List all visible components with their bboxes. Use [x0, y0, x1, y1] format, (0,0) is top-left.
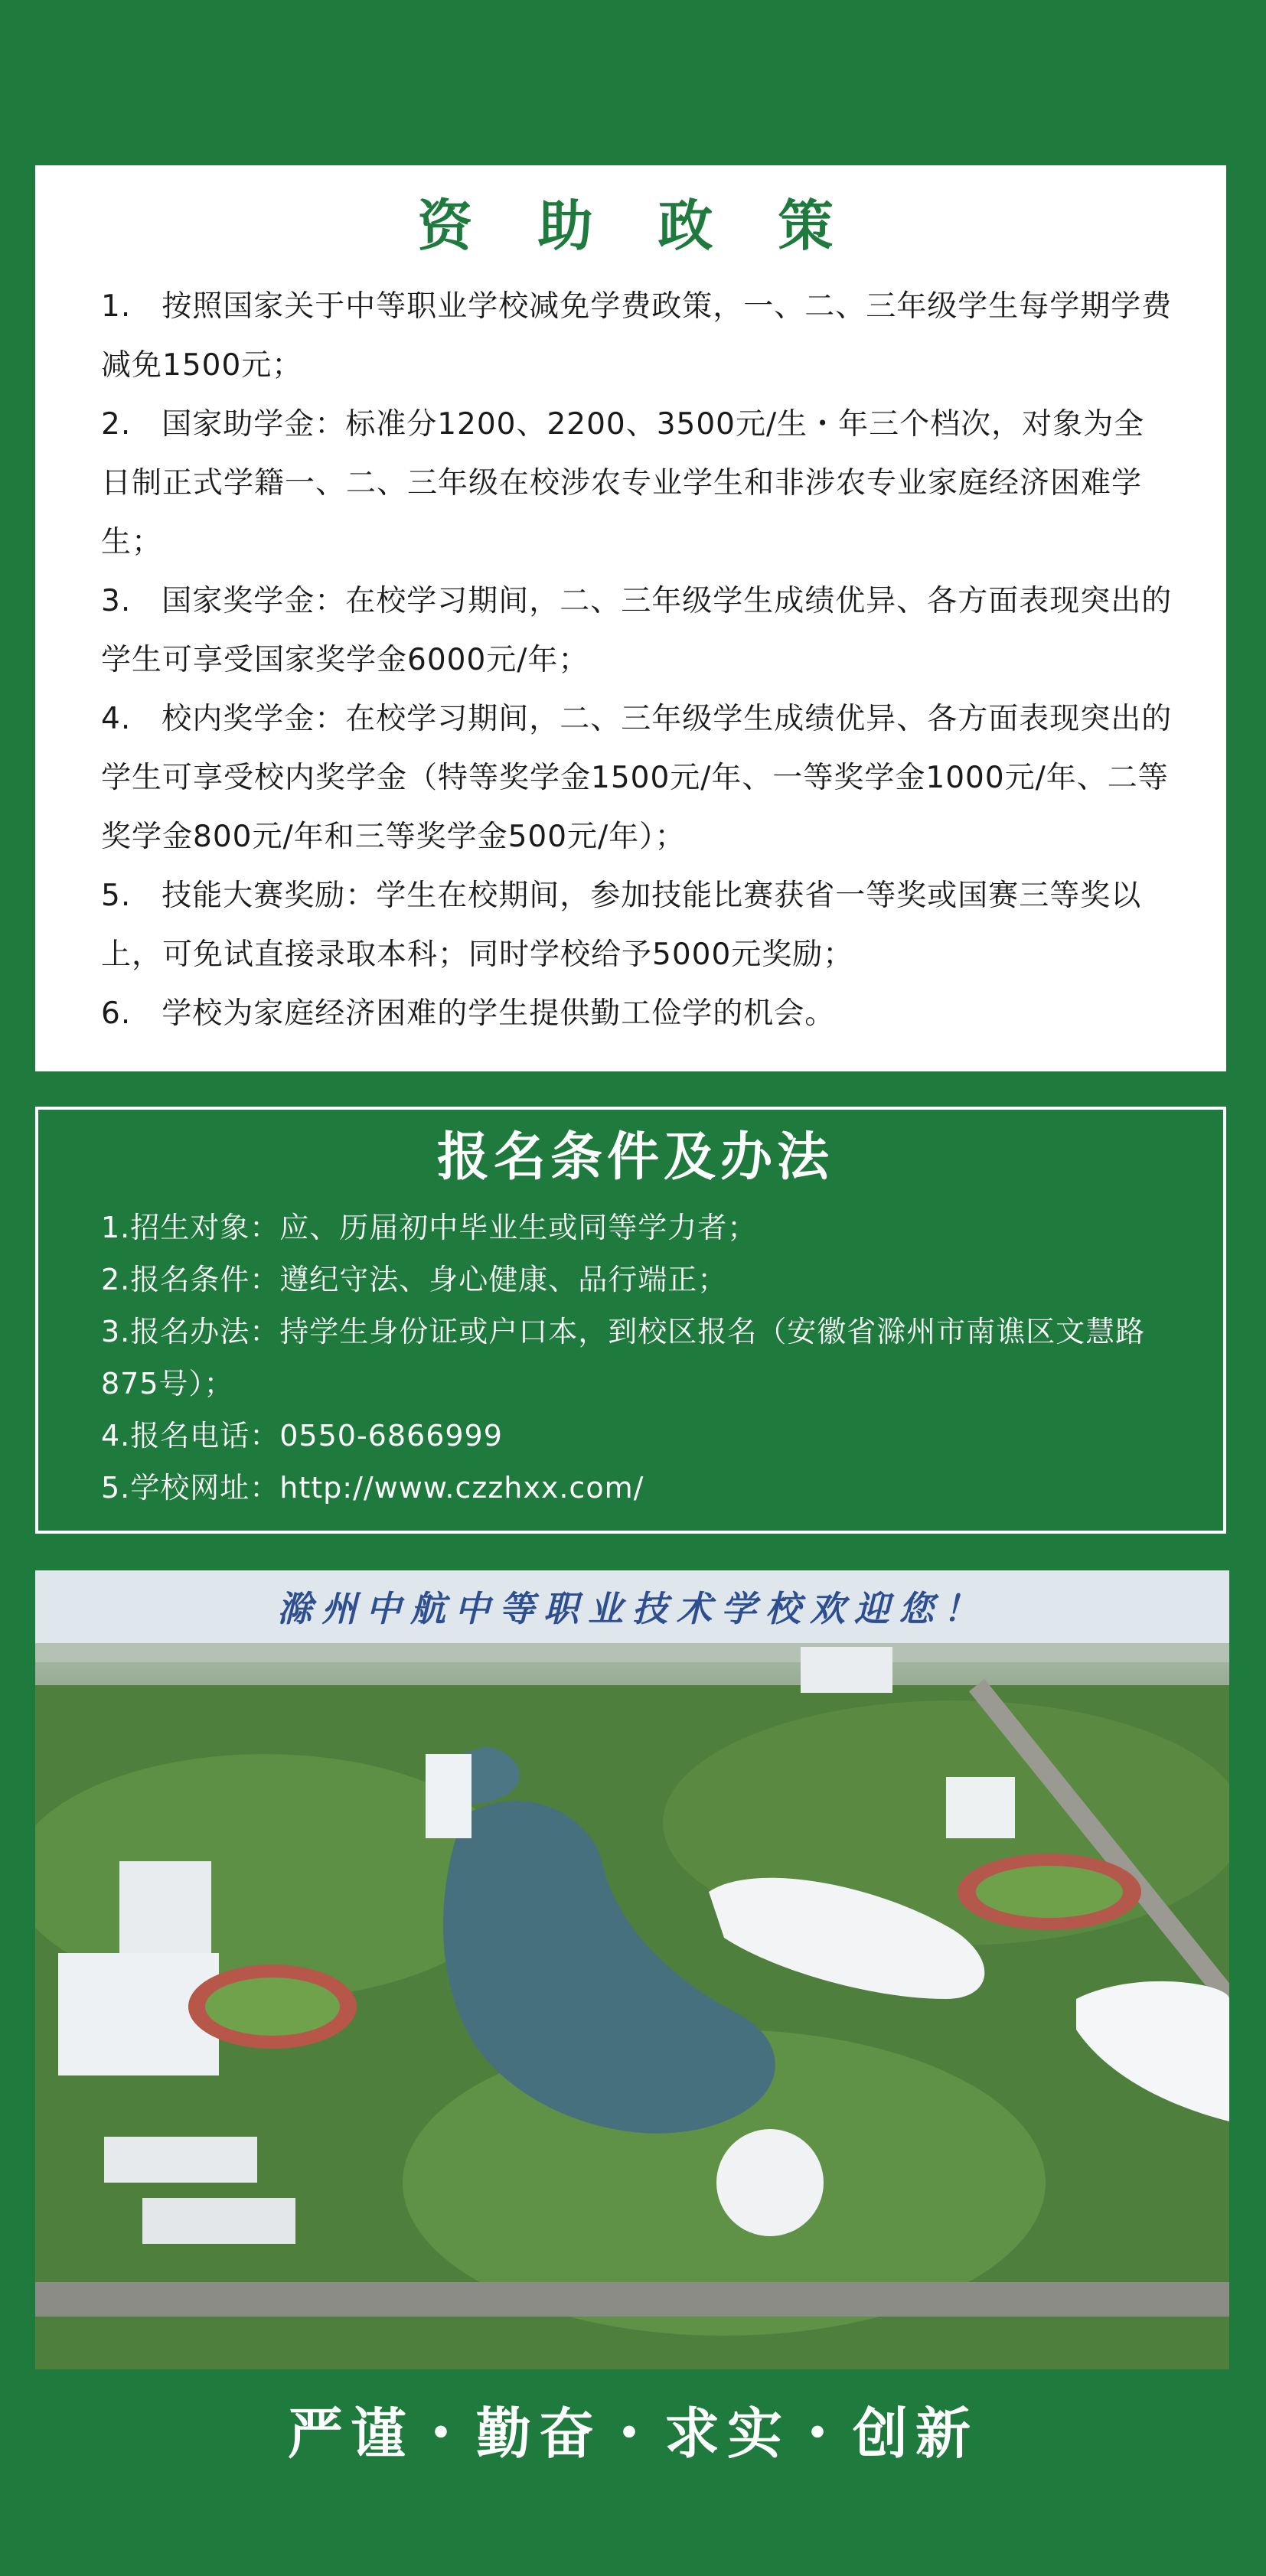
policy-panel	[35, 165, 1226, 1071]
policy-list	[101, 277, 1173, 1043]
policy-item: 6. 学校为家庭经济困难的学生提供勤工俭学的机会。	[101, 996, 836, 1031]
campus-illustration	[35, 1570, 1229, 2369]
policy-item: 5. 技能大赛奖励：学生在校期间，参加技能比赛获省一等奖或国赛三等奖以上，可免试直接录取本科；同时学校给予5000元奖励；	[101, 879, 1142, 972]
policy-item: 2. 国家助学金：标准分1200、2200、3500元/生・年三个档次，对象为全日制正式学籍一、二、三年级在校涉农专业学生和非涉农专业家庭经济困难学生；	[101, 407, 1145, 559]
school-motto: 严谨・勤奋・求实・创新	[287, 2402, 978, 2466]
registration-panel	[35, 1107, 1226, 1534]
policy-item: 4. 校内奖学金：在校学习期间，二、三年级学生成绩优异、各方面表现突出的学生可享受校内奖学金（特等奖学金1500元/年、一等奖学金1000元/年、二等奖学金800元/年和三等奖学金500元/年）；	[101, 702, 1173, 854]
registration-title: 报名条件及办法	[436, 1127, 834, 1188]
policy-item: 1. 按照国家关于中等职业学校减免学费政策，一、二、三年级学生每学期学费减免1500元；	[101, 289, 1173, 383]
registration-item: 3.报名办法：持学生身份证或户口本，到校区报名（安徽省滁州市南谯区文慧路875号）；	[101, 1315, 1146, 1400]
campus-aerial-image	[35, 1570, 1229, 2369]
registration-item: 4.报名电话：0550-6866999	[101, 1419, 503, 1453]
welcome-banner: 滁州中航中等职业技术学校欢迎您！	[277, 1588, 987, 1629]
policy-item: 3. 国家奖学金：在校学习期间，二、三年级学生成绩优异、各方面表现突出的学生可享受国家奖学金6000元/年；	[101, 584, 1173, 677]
policy-title: 资 助 政 策	[417, 194, 857, 258]
registration-list	[101, 1202, 1170, 1514]
registration-item: 2.报名条件：遵纪守法、身心健康、品行端正；	[101, 1263, 728, 1296]
registration-item: 5.学校网址：http://www.czzhxx.com/	[101, 1471, 644, 1505]
registration-item: 1.招生对象：应、历届初中毕业生或同等学力者；	[101, 1211, 758, 1244]
